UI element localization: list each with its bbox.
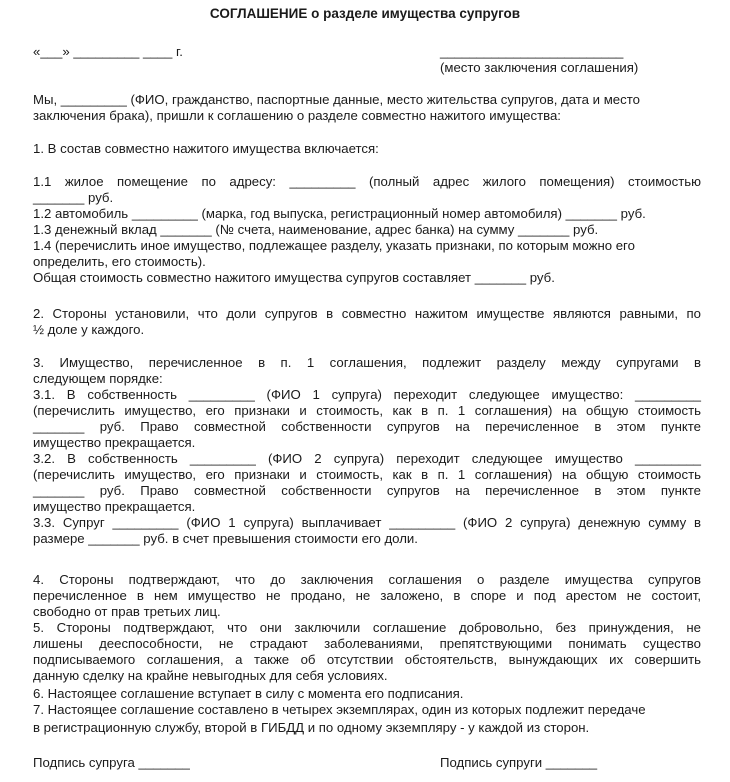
intro-line: Мы, _________ (ФИО, гражданство, паспортные данные, место жительства супругов, дата и место <box>33 92 640 107</box>
place-caption: (место заключения соглашения) <box>440 60 639 75</box>
section-5-line: данную сделку на крайне невыгодных для себя условиях. <box>33 668 388 683</box>
section-6-line: 6. Настоящее соглашение вступает в силу с момента его подписания. <box>33 686 464 701</box>
section-1-line: 1.2 автомобиль _________ (марка, год выпуска, регистрационный номер автомобиля) _______ руб. <box>33 206 646 221</box>
section-4-line: 4. Стороны подтверждают, что до заключения соглашения о разделе имущества супругов <box>33 572 701 587</box>
section-1-line: Общая стоимость совместно нажитого имущества супругов составляет _______ руб. <box>33 270 555 285</box>
section-1-line: 1.3 денежный вклад _______ (№ счета, наименование, адрес банка) на сумму _______ руб. <box>33 222 599 237</box>
section-1-line: _______ руб. <box>33 190 114 205</box>
section-4-line: перечисленное в нем имущество не продано, не заложено, в споре и под арестом не состоит, <box>33 588 701 603</box>
section-3-line: 3. Имущество, перечисленное в п. 1 соглашения, подлежит разделу между супругами в <box>33 355 701 370</box>
intro-line: заключения брака), пришли к соглашению о разделе совместно нажитого имущества: <box>33 108 561 123</box>
section-7-line: 7. Настоящее соглашение составлено в четырех экземплярах, один из которых подлежит передаче <box>33 702 646 717</box>
section-3-line: 3.3. Супруг _________ (ФИО 1 супруга) выплачивает _________ (ФИО 2 супруга) денежную сумму в <box>33 515 701 530</box>
section-1-line: определить, его стоимость). <box>33 254 206 269</box>
section-3-line: 3.1. В собственность _________ (ФИО 1 супруга) переходит следующее имущество: _________ <box>33 387 701 402</box>
section-3-line: размере _______ руб. в счет превышения стоимости его доли. <box>33 531 418 546</box>
section-1-line: 1.4 (перечислить иное имущество, подлежащее разделу, указать признаки, по которым можно его <box>33 238 635 253</box>
section-3-line: 3.2. В собственность _________ (ФИО 2 супруга) переходит следующее имущество _________ <box>33 451 701 466</box>
date-line: «___» _________ ____ г. <box>33 44 183 59</box>
section-7-line: в регистрационную службу, второй в ГИБДД и по одному экземпляру - у каждой из сторон. <box>33 720 590 735</box>
section-5-line: лишены дееспособности, не страдают заболеваниями, препятствующими понимать существо <box>33 636 701 651</box>
section-3-line: _______ руб. Право совместной собственности супругов на перечисленное в этом пункте <box>33 483 701 498</box>
section-2-line: 2. Стороны установили, что доли супругов в совместно нажитом имуществе являются равными, по <box>33 306 701 321</box>
section-3-line: следующем порядке: <box>33 371 163 386</box>
husband-signature: Подпись супруга _______ <box>33 755 190 770</box>
section-1-heading: 1. В состав совместно нажитого имущества включается: <box>33 141 379 156</box>
section-1-line: 1.1 жилое помещение по адресу: _________ (полный адрес жилого помещения) стоимостью <box>33 174 701 189</box>
section-5-line: 5. Стороны подтверждают, что они заключили соглашение добровольно, без принуждения, не <box>33 620 701 635</box>
section-2-line: ½ доле у каждого. <box>33 322 145 337</box>
section-5-line: подписываемого соглашения, а также об отсутствии обстоятельств, вынуждающих их совершить <box>33 652 701 667</box>
section-3-line: имущество прекращается. <box>33 499 196 514</box>
section-3-line: (перечислить имущество, его признаки и стоимость, как в п. 1 соглашения) на общую стоимость <box>33 467 701 482</box>
section-3-line: _______ руб. Право совместной собственности супругов на перечисленное в этом пункте <box>33 419 701 434</box>
place-blank: _________________________ <box>440 44 624 59</box>
section-3-line: имущество прекращается. <box>33 435 196 450</box>
document-title: СОГЛАШЕНИЕ о разделе имущества супругов <box>209 6 521 21</box>
wife-signature: Подпись супруги _______ <box>440 755 598 770</box>
section-4-line: свободно от прав третьих лиц. <box>33 604 221 619</box>
section-3-line: (перечислить имущество, его признаки и стоимость, как в п. 1 соглашения) на общую стоимость <box>33 403 701 418</box>
